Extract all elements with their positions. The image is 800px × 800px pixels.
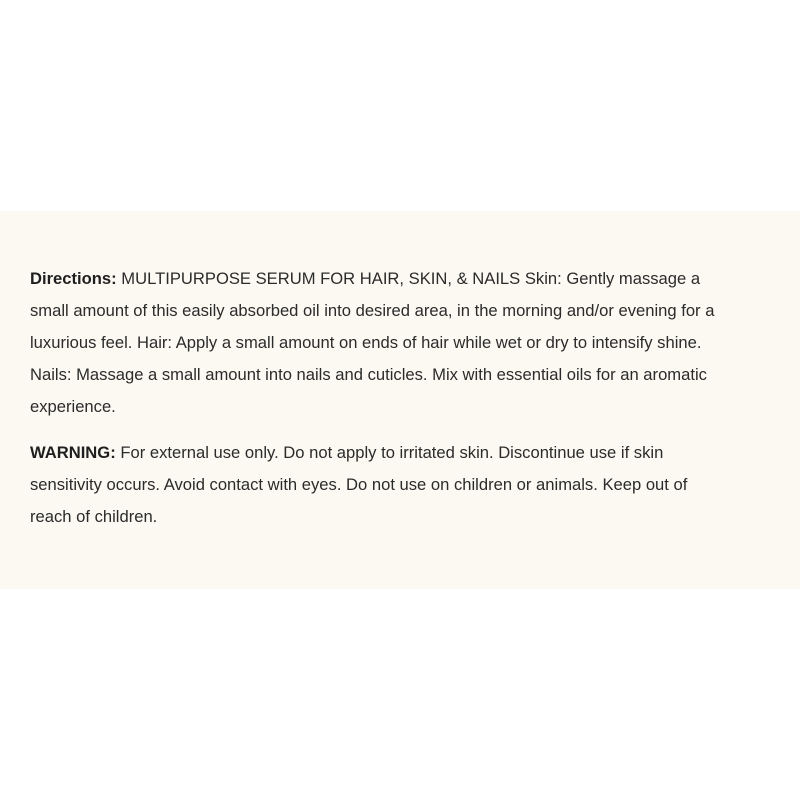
warning-text: For external use only. Do not apply to irritated skin. Discontinue use if skin sensitivity occurs. Avoid contact with eyes. Do not use on children or animals. Keep out of reach of children. xyxy=(30,443,688,526)
directions-paragraph xyxy=(30,263,720,423)
warning-label: WARNING: xyxy=(30,443,116,462)
info-panel xyxy=(0,211,800,589)
directions-label: Directions: xyxy=(30,269,117,288)
warning-paragraph xyxy=(30,437,720,533)
directions-text: MULTIPURPOSE SERUM FOR HAIR, SKIN, & NAILS Skin: Gently massage a small amount of this easily absorbed oil into desired area, in the morning and/or evening for a luxurious feel. Hair: Apply a small amount on ends of hair while wet or dry to intensify shine. Nails: Massage a small amount into nails and cuticles. Mix with essential oils for an aromatic experience. xyxy=(30,269,715,416)
